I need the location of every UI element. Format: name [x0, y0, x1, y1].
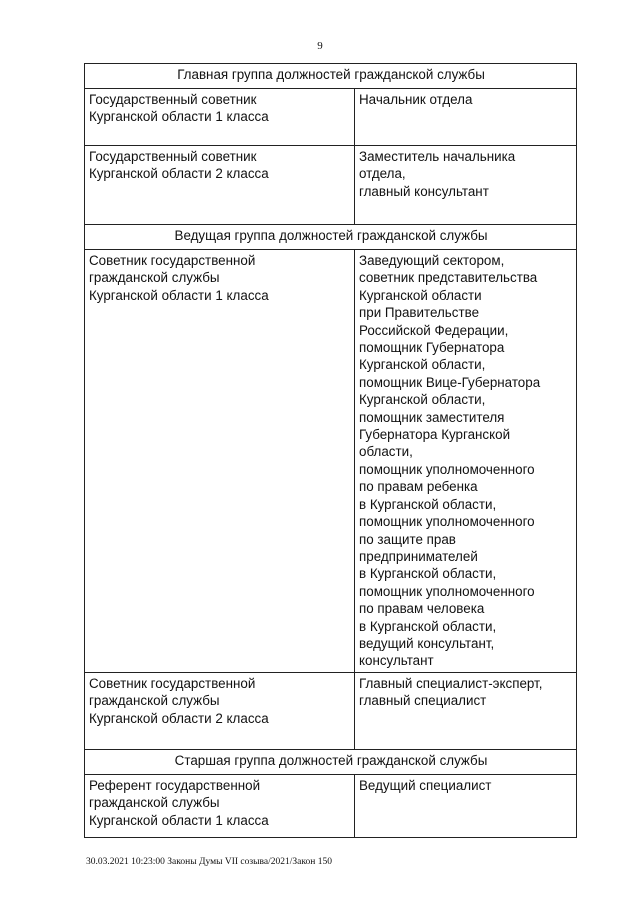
- table-row: [85, 250, 577, 673]
- rank-cell: Референт государственной гражданской службы Курганской области 1 класса: [85, 774, 355, 837]
- rank-cell: Государственный советник Курганской области 2 класса: [85, 146, 355, 225]
- rank-cell: Государственный советник Курганской области 1 класса: [85, 89, 355, 146]
- group-header-row: [85, 749, 577, 774]
- group-header-senior: Старшая группа должностей гражданской службы: [85, 749, 577, 774]
- positions-cell: Главный специалист-эксперт, главный специалист: [355, 672, 577, 749]
- rank-cell: Советник государственной гражданской службы Курганской области 1 класса: [85, 250, 355, 673]
- positions-cell: Заведующий сектором, советник представительства Курганской области при Правительстве Российской Федерации, помощник Губернатора Курганской области, помощник Вице-Губернатора Курганской области, помощник заместителя Губернатора Курганской области, помощник уполномоченного по правам ребенка в Курганской области, помощник уполномоченного по защите прав предпринимателей в Курганской области, помощник уполномоченного по правам человека в Курганской области, ведущий консультант, консультант: [355, 250, 577, 673]
- group-header-leading: Ведущая группа должностей гражданской службы: [85, 225, 577, 250]
- group-header-row: [85, 64, 577, 89]
- positions-cell: Заместитель начальника отдела, главный консультант: [355, 146, 577, 225]
- table-row: [85, 146, 577, 225]
- positions-cell: Ведущий специалист: [355, 774, 577, 837]
- positions-cell: Начальник отдела: [355, 89, 577, 146]
- group-header-main: Главная группа должностей гражданской службы: [85, 64, 577, 89]
- rank-cell: Советник государственной гражданской службы Курганской области 2 класса: [85, 672, 355, 749]
- table-row: [85, 774, 577, 837]
- table-row: [85, 89, 577, 146]
- document-footer: 30.03.2021 10:23:00 Законы Думы VII созыва/2021/Закон 150: [86, 857, 332, 867]
- ranks-positions-table: [84, 63, 577, 838]
- table-row: [85, 672, 577, 749]
- group-header-row: [85, 225, 577, 250]
- page-number: 9: [317, 40, 323, 52]
